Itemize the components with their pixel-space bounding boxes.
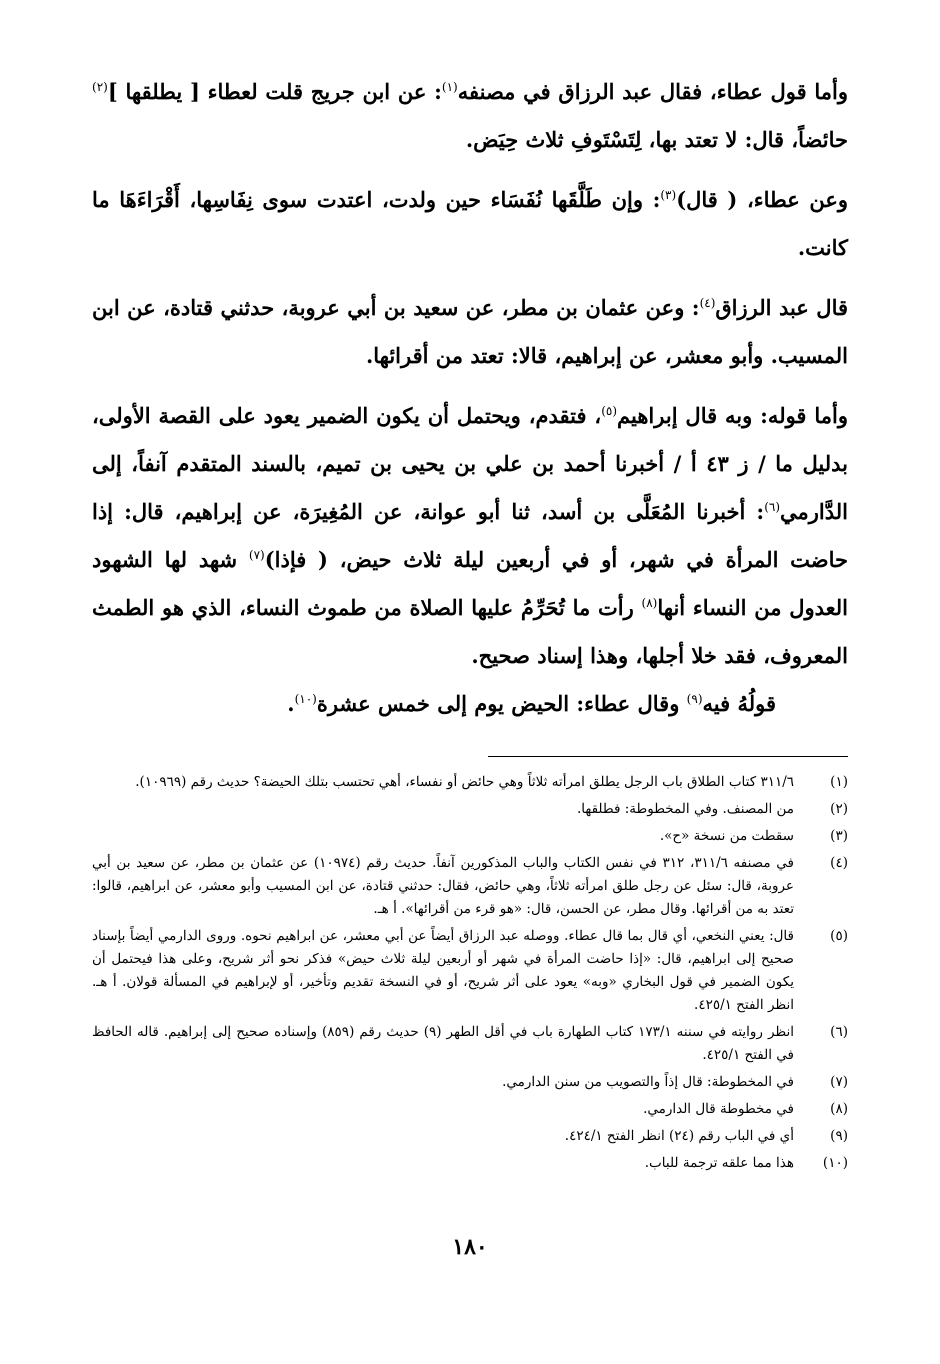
footnote-number: (٤) (830, 855, 848, 871)
footnote-number: (٦) (830, 1024, 848, 1040)
footnote-ref: (٣) (660, 188, 677, 202)
footnote-ref: (٦) (764, 500, 781, 514)
text-span: : وإن طَلَّقَها نُفَسَاء حين ولدت، اعتدت سوى نِفَاسِها، أَقْرَاءَهَا ما كانت. (92, 187, 848, 260)
paragraph-4 (92, 392, 848, 680)
text-span: قولُهُ فيه (702, 691, 776, 716)
footnotes (92, 771, 848, 1175)
footnote-7 (92, 1071, 848, 1094)
text-span: قال عبد الرزاق (715, 295, 849, 320)
text-span: حائضاً، قال: لا تعتد بها، لِتَسْتَوفِ ثلاث حِيَض. (465, 127, 848, 152)
text-span: وعن عطاء، ( قال) (676, 187, 849, 212)
footnote-text: في مصنفه ٣١١/٦، ٣١٢ في نفس الكتاب والباب المذكورين آنفاً. حديث رقم (١٠٩٧٤) عن عثمان بن مطر، عن سعيد بن أبي عروبة، قال: سئل عن رجل طلق امرأته ثلاثاً، وهي حائض، فقال: حدثني قتادة، عن ابن المسيب وأبو معشر، عن ابراهيم، قالوا: تعتد به من أقرائها. وقال مطر، عن الحسن، قال: «هو قرء من أقرائها». أ هـ. (92, 855, 794, 917)
footnote-2 (92, 798, 848, 821)
footnote-5 (92, 925, 848, 1017)
text-span: : عن ابن جريج قلت لعطاء [ يطلقها ] (107, 79, 442, 104)
footnote-text: في مخطوطة قال الدارمي. (643, 1101, 794, 1117)
footnote-3 (92, 825, 848, 848)
footnote-6 (92, 1021, 848, 1067)
footnote-ref: (٧) (248, 548, 265, 562)
footnote-number: (٨) (830, 1101, 848, 1117)
footnote-number: (٥) (830, 928, 848, 944)
footnote-text: في المخطوطة: قال إذاً والتصويب من سنن الدارمي. (502, 1074, 794, 1090)
footnote-divider (488, 756, 848, 757)
footnote-ref: (٩) (686, 692, 703, 706)
text-span: : أخبرنا المُعَلَّى بن أسد، ثنا أبو عوانة، عن المُغِيرَة، عن إبراهيم، قال: إذا حاضت المرأة في شهر، أو في أربعين ليلة ثلاث حيض، ( فإذا) (92, 499, 849, 572)
text-span: وأما قول عطاء، فقال عبد الرزاق في مصنفه (457, 79, 848, 104)
text-span: . (287, 691, 295, 716)
text-span: ، فتقدم، ويحتمل أن يكون الضمير يعود على القصة الأولى، بدليل ما / ز ٤٣ أ / أخبرنا أحمد بن علي بن يحيى بن تميم، بالسند المتقدم آنفاً، إلى الدَّارمي (92, 403, 848, 524)
paragraph-5 (92, 680, 848, 728)
footnote-9 (92, 1125, 848, 1148)
paragraph-3 (92, 284, 848, 380)
footnote-number: (٣) (830, 828, 848, 844)
book-page (92, 68, 848, 1364)
footnote-number: (١٠) (822, 1155, 848, 1171)
footnote-10 (92, 1152, 848, 1175)
text-span: شهد لها الشهود العدول من النساء أنها (92, 547, 848, 620)
footnote-8 (92, 1098, 848, 1121)
footnote-ref: (٨) (641, 596, 658, 610)
footnote-text: انظر روايته في سننه ١٧٣/١ كتاب الطهارة باب في أقل الطهر (٩) حديث رقم (٨٥٩) وإسناده صحيح إلى إبراهيم. قاله الحافظ في الفتح ٤٢٥/١. (92, 1024, 794, 1063)
footnote-ref: (٢) (92, 80, 108, 94)
footnote-ref: (١٠) (294, 692, 317, 706)
footnote-number: (٩) (830, 1128, 848, 1144)
footnote-number: (٧) (830, 1074, 848, 1090)
paragraph-1 (92, 68, 848, 164)
page-number: ١٨٠ (452, 1234, 488, 1260)
footnote-text: ٣١١/٦ كتاب الطلاق باب الرجل يطلق امرأته ثلاثاً وهي حائض أو نفساء، أهي تحتسب بتلك الحيضة؟ حديث رقم (١٠٩٦٩). (135, 774, 794, 790)
footnote-number: (٢) (830, 801, 848, 817)
main-text (92, 68, 848, 728)
paragraph-2 (92, 176, 848, 272)
text-span: رأت ما تُحَرِّمُ عليها الصلاة من طموث النساء، الذي هو الطمث المعروف، فقد خلا أجلها، وهذا إسناد صحيح. (92, 595, 848, 668)
footnote-text: هذا مما علقه ترجمة للباب. (644, 1155, 794, 1171)
footnote-4 (92, 852, 848, 921)
footnote-ref: (٤) (699, 296, 716, 310)
footnote-number: (١) (830, 774, 848, 790)
footnote-text: من المصنف. وفي المخطوطة: فطلقها. (576, 801, 794, 817)
footnote-text: أي في الباب رقم (٢٤) انظر الفتح ٤٢٤/١. (564, 1128, 794, 1144)
footnote-ref: (٥) (601, 404, 618, 418)
footnote-text: سقطت من نسخة «ح». (659, 828, 794, 844)
text-span: : وعن عثمان بن مطر، عن سعيد بن أبي عروبة، حدثني قتادة، عن ابن المسيب. وأبو معشر، عن إبراهيم، قالا: تعتد من أقرائها. (92, 295, 848, 368)
text-span: وأما قوله: وبه قال إبراهيم (617, 403, 848, 428)
footnote-ref: (١) (441, 80, 458, 94)
footnote-text: قال: يعني النخعي، أي قال بما قال عطاء. ووصله عبد الرزاق أيضاً عن أبي معشر، عن ابراهيم نحوه. وروى الدارمي أيضاً بإسناد صحيح إلى ابراهيم، قال: «إذا حاضت المرأة في شهر أو أربعين ليلة ثلاث حيض» فذكر نحو أثر شريح، وعلى هذا فيحتمل أن يكون الضمير في قول البخاري «وبه» يعود على أثر شريح، أو في النسخة تقديم وتأخير، أو لإبراهيم في المسألة قولان. أ هـ. انظر الفتح ٤٢٥/١. (92, 928, 794, 1013)
text-span: وقال عطاء: الحيض يوم إلى خمس عشرة (316, 691, 687, 716)
footnote-1 (92, 771, 848, 794)
